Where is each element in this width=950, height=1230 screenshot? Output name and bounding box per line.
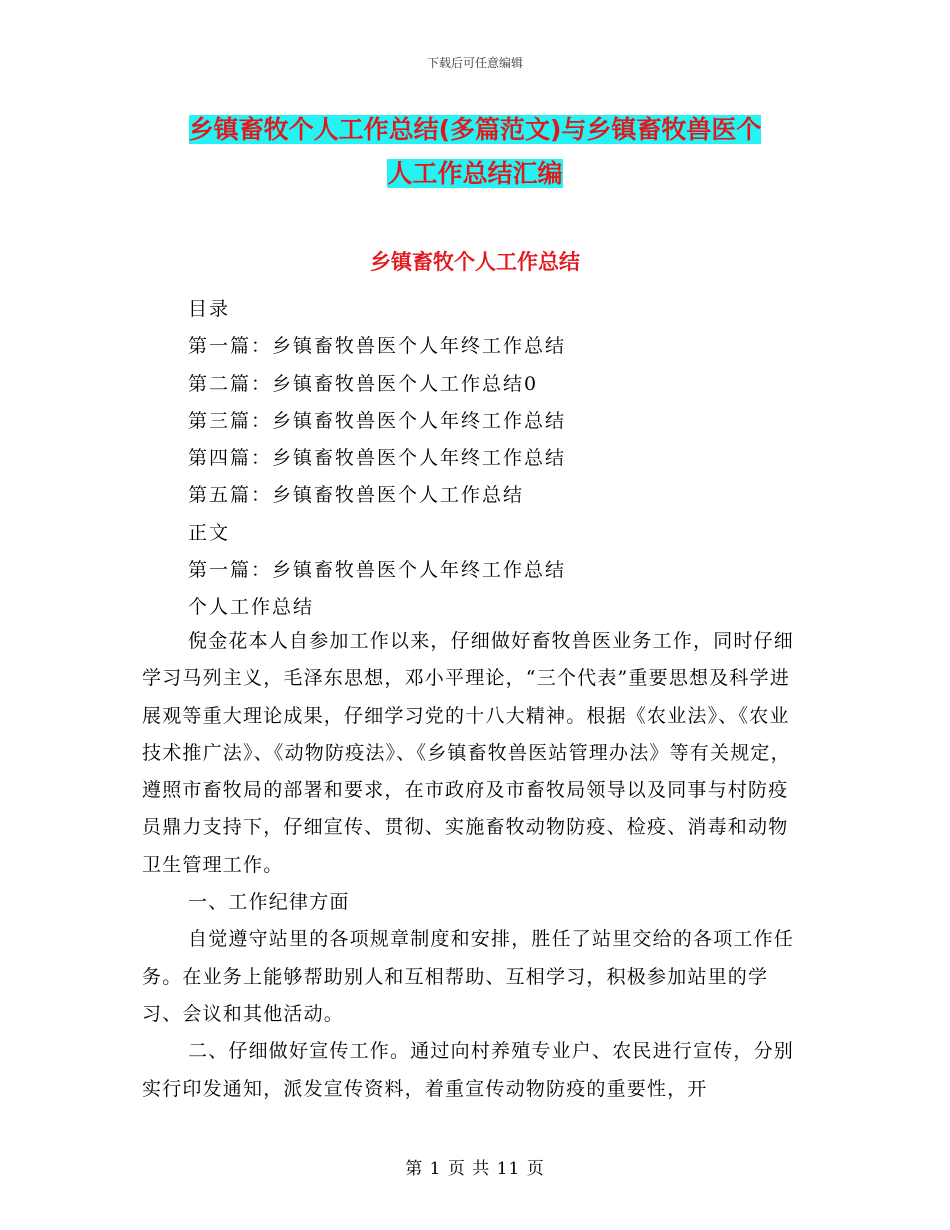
toc-item: 正文	[188, 521, 231, 544]
document-title-line-1: 乡镇畜牧个人工作总结(多篇范文)与乡镇畜牧兽医个	[188, 115, 762, 144]
document-title	[0, 108, 950, 196]
toc-item: 个人工作总结	[188, 596, 315, 619]
toc-item: 第一篇：乡镇畜牧兽医个人年终工作总结	[188, 559, 567, 582]
header-note: 下载后可任意编辑	[426, 56, 523, 70]
body-paragraph: 自觉遵守站里的各项规章制度和安排，胜任了站里交给的各项工作任务。在业务上能够帮助别人和互相帮助、互相学习，积极参加站里的学习、会议和其他活动。	[142, 928, 795, 1025]
document-title-line-2: 人工作总结汇编	[387, 159, 563, 188]
body-paragraph: 倪金花本人自参加工作以来，仔细做好畜牧兽医业务工作，同时仔细学习马列主义，毛泽东思想，邓小平理论，“三个代表”重要思想及科学进展观等重大理论成果，仔细学习党的十八大精神。根据《农业法》、《农业技术推广法》、《动物防疫法》、《乡镇畜牧兽医站管理办法》等有关规定，遵照市畜牧局的部署和要求，在市政府及市畜牧局领导以及同事与村防疫员鼎力支持下，仔细宣传、贯彻、实施畜牧动物防疫、检疫、消毒和动物卫生管理工作。	[142, 630, 795, 876]
toc-item: 第五篇：乡镇畜牧兽医个人工作总结	[188, 484, 525, 507]
toc-item: 目录	[188, 298, 231, 320]
toc-item: 第四篇：乡镇畜牧兽医个人年终工作总结	[188, 447, 567, 470]
section-title: 乡镇畜牧个人工作总结	[370, 250, 580, 274]
toc-item: 第一篇：乡镇畜牧兽医个人年终工作总结	[188, 335, 567, 358]
page-footer: 第 1 页 共 11 页	[405, 1159, 545, 1179]
body-paragraph: 二、仔细做好宣传工作。通过向村养殖专业户、农民进行宣传，分别实行印发通知，派发宣传资料，着重宣传动物防疫的重要性，开	[142, 1040, 795, 1100]
body-paragraph: 一、工作纪律方面	[188, 891, 350, 914]
toc-item: 第二篇：乡镇畜牧兽医个人工作总结0	[188, 372, 539, 395]
toc-item: 第三篇：乡镇畜牧兽医个人年终工作总结	[188, 409, 567, 432]
table-of-contents	[188, 291, 566, 627]
body-text	[142, 623, 802, 1108]
